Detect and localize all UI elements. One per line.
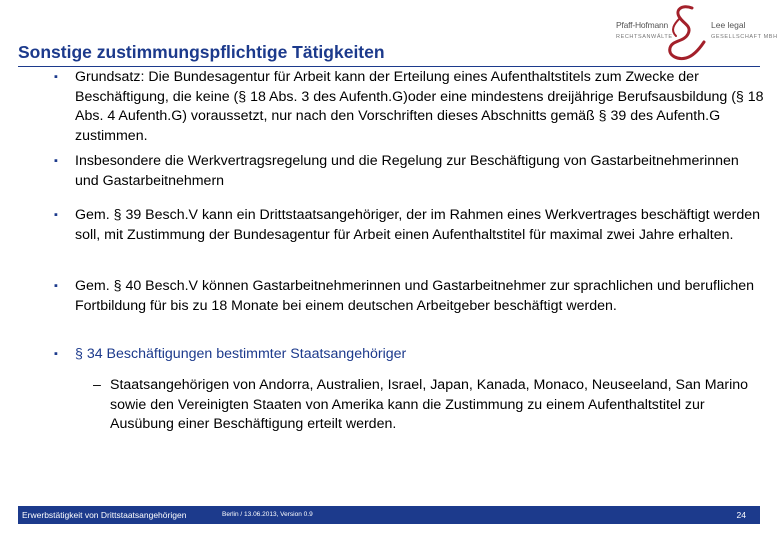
- footer-left-text: Erwerbstätigkeit von Drittstaatsangehörigen: [22, 510, 187, 520]
- square-bullet-icon: ▪: [54, 280, 58, 292]
- bullet-text: Gem. § 39 Besch.V kann ein Drittstaatsangehöriger, der im Rahmen eines Werkvertrages beschäftigt werden soll, mit Zustimmung der Bundesagentur für Arbeit einen Aufenthaltstitel für maximal zwei Jahre erhalten.: [75, 207, 761, 243]
- sub-bullet-text: Staatsangehörigen von Andorra, Australien, Israel, Japan, Kanada, Monaco, Neuseeland, San Marino sowie den Vereinigten Staaten von Amerika kann die Zustimmung zu einem Aufenthaltstitel zur Ausübung einer Beschäftigung erteilt werden.: [110, 377, 749, 433]
- sub-bullet-item: [93, 376, 750, 435]
- ampersand-logo-icon: [664, 2, 708, 62]
- bullet-text: § 34 Beschäftigungen bestimmter Staatsangehöriger: [75, 346, 407, 362]
- bullet-text: Grundsatz: Die Bundesagentur für Arbeit kann der Erteilung eines Aufenthaltstitels zum Zwecke der Beschäftigung, die keine (§ 18 Abs. 3 des Aufenth.G)oder eine mindestens dreijährige Berufsausbildung (§ 18 Abs. 4 Aufenth.G) voraussetzt, nur nach den Vorschriften dieses Abschnitts gemäß § 39 des Aufenth.G zustimmen.: [75, 69, 764, 144]
- bullet-item: [54, 345, 765, 365]
- slide-title: Sonstige zustimmungspflichtige Tätigkeiten: [18, 42, 385, 62]
- firm-logo: [608, 2, 778, 62]
- footer-bar: [18, 506, 760, 524]
- bullet-text: Insbesondere die Werkvertragsregelung und die Regelung zur Beschäftigung von Gastarbeitnehmerinnen und Gastarbeitnehmern: [75, 153, 739, 189]
- logo-firm-right: Lee legal: [711, 20, 746, 30]
- title-divider: [18, 66, 760, 67]
- bullet-text: Gem. § 40 Besch.V können Gastarbeitnehmerinnen und Gastarbeitnehmer zur sprachlichen und beruflichen Fortbildung für bis zu 18 Monate bei einem deutschen Arbeitgeber beschäftigt werden.: [75, 278, 755, 314]
- bullet-item: [54, 152, 765, 191]
- square-bullet-icon: ▪: [54, 209, 58, 221]
- bullet-item: [54, 206, 765, 245]
- logo-sub-right: GESELLSCHAFT MBH: [711, 34, 778, 40]
- logo-firm-left: Pfaff-Hofmann: [616, 20, 669, 30]
- dash-bullet-icon: –: [93, 377, 101, 393]
- logo-sub-left: RECHTSANWÄLTE: [616, 34, 673, 40]
- page-number: 24: [736, 510, 746, 520]
- square-bullet-icon: ▪: [54, 71, 58, 83]
- square-bullet-icon: ▪: [54, 155, 58, 167]
- square-bullet-icon: ▪: [54, 348, 58, 360]
- footer-date-version: Berlin / 13.06.2013, Version 0.9: [222, 511, 313, 518]
- bullet-item: [54, 68, 765, 146]
- bullet-item: [54, 277, 765, 316]
